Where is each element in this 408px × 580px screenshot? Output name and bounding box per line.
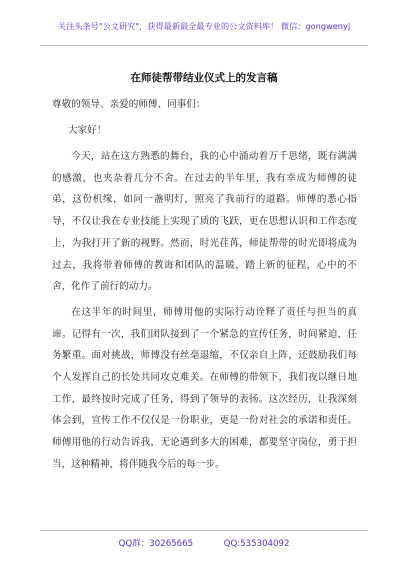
header-divider: [40, 45, 368, 46]
body-paragraph-2: 在这半年的时间里，师傅用他的实际行动诠释了责任与担当的真谛。记得有一次，我们团队接到了一个紧急的宣传任务，时间紧迫，任务繁重。面对挑战，师傅没有丝毫退缩，不仅亲自上阵，还鼓励我们每个人发挥自己的长处共同攻克难关。在师傅的带领下，我们夜以继日地工作，最终按时完成了任务，得到了领导的表扬。这次经历，让我深刻体会到，宣传工作不仅仅是一份职业，更是一份对社会的承诺和责任。师傅用他的行动告诉我，无论遇到多大的困难，都要坚守岗位，勇于担当，这种精神，将伴随我今后的每一步。: [52, 306, 357, 470]
footer-contact: [0, 537, 408, 549]
footer-qq-group: QQ群：30265665: [118, 539, 194, 549]
document-title: 在师徒帮带结业仪式上的发言稿: [130, 72, 278, 84]
salutation: 尊敬的领导、亲爱的师傅、同事们：: [52, 99, 206, 110]
header-promo-note: 关注头条号"公文研究"，获得最新最全最专业的公文资料库！ 微信：gongwenyj: [57, 21, 351, 31]
document-body: [52, 146, 357, 476]
greeting: 大家好！: [68, 125, 107, 136]
footer-divider: [40, 530, 368, 531]
footer-qq: QQ:535304092: [223, 539, 290, 549]
body-paragraph-1: 今天，站在这方熟悉的舞台，我的心中涌动着万千思绪，既有满满的感激，也夹杂着几分不舍。在过去的半年里，我有幸成为师傅的徒弟，这份机缘，如同一盏明灯，照亮了我前行的道路。师傅的悉心指导，不仅让我在专业技能上实现了质的飞跃，更在思想认识和工作态度上，为我打开了新的视野。然而，时光荏苒，师徒帮带的时光即将成为过去，我将带着师傅的教诲和团队的温暖，踏上新的征程，心中的不舍，化作了前行的动力。: [52, 151, 357, 293]
